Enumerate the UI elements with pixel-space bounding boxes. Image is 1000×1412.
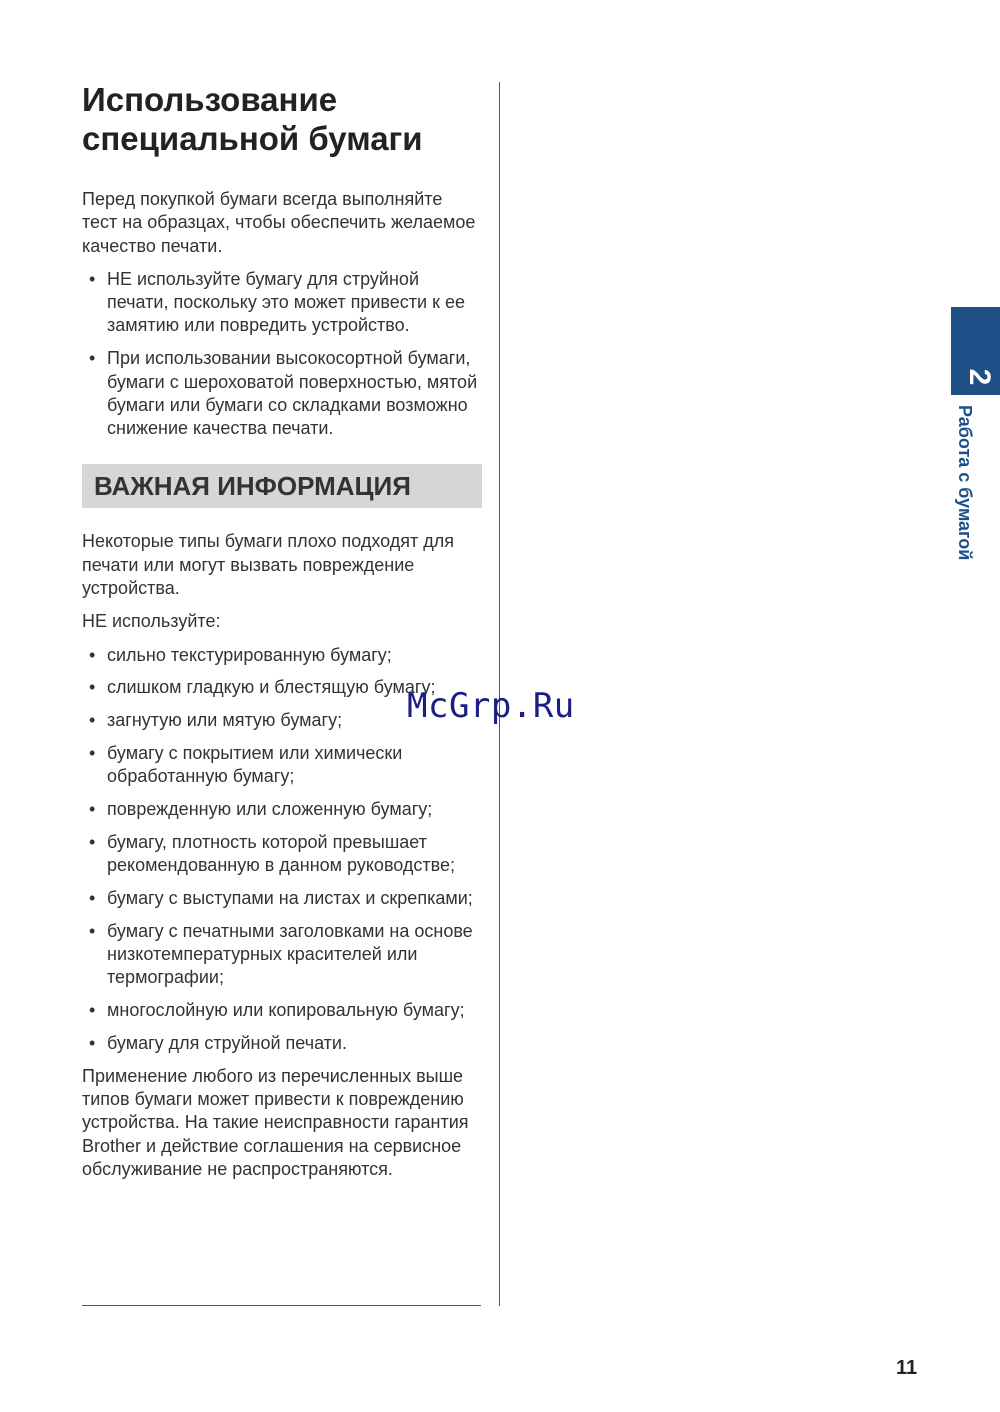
do-not-use-label: НЕ используйте: <box>82 611 221 632</box>
list-item: • бумагу с выступами на листах и скрепками; <box>82 887 482 910</box>
important-heading: ВАЖНАЯ ИНФОРМАЦИЯ <box>82 464 482 508</box>
important-text: Некоторые типы бумаги плохо подходят для печати или могут вызвать повреждение устройства. <box>82 531 455 599</box>
main-column <box>82 80 482 1191</box>
list-item: • слишком гладкую и блестящую бумагу; <box>82 676 482 699</box>
chapter-title: Работа с бумагой <box>955 405 975 561</box>
watermark: McGrp.Ru <box>407 686 575 726</box>
list-item: • бумагу с покрытием или химически обработанную бумагу; <box>82 742 482 789</box>
intro-bullet-list <box>82 268 482 441</box>
list-item: • бумагу с печатными заголовками на основе низкотемпературных красителей или термографии; <box>82 920 482 990</box>
list-item: • многослойную или копировальную бумагу; <box>82 999 482 1022</box>
list-item: • бумагу, плотность которой превышает рекомендованную в данном руководстве; <box>82 831 482 878</box>
page-number: 11 <box>896 1357 918 1379</box>
closing-paragraph: Применение любого из перечисленных выше типов бумаги может привести к повреждению устройства. На такие неисправности гарантия Brother и действие соглашения на сервисное обслуживание не распространяются. <box>82 1065 469 1179</box>
list-item: • бумагу для струйной печати. <box>82 1032 482 1055</box>
bottom-divider <box>82 1305 481 1306</box>
list-item: • При использовании высокосортной бумаги, бумаги с шероховатой поверхностью, мятой бумаги или бумаги со складками возможно снижение качества печати. <box>82 347 482 440</box>
list-item: • загнутую или мятую бумагу; <box>82 709 482 732</box>
intro-paragraph: Перед покупкой бумаги всегда выполняйте тест на образцах, чтобы обеспечить желаемое качество печати. <box>82 189 476 256</box>
chapter-number: 2 <box>963 368 996 386</box>
list-item: • НЕ используйте бумагу для струйной печати, поскольку это может привести к ее замятию или повредить устройство. <box>82 268 482 338</box>
page-title: Использование специальной бумаги <box>82 81 423 157</box>
list-item: • сильно текстурированную бумагу; <box>82 644 482 667</box>
list-item: • поврежденную или сложенную бумагу; <box>82 798 482 821</box>
